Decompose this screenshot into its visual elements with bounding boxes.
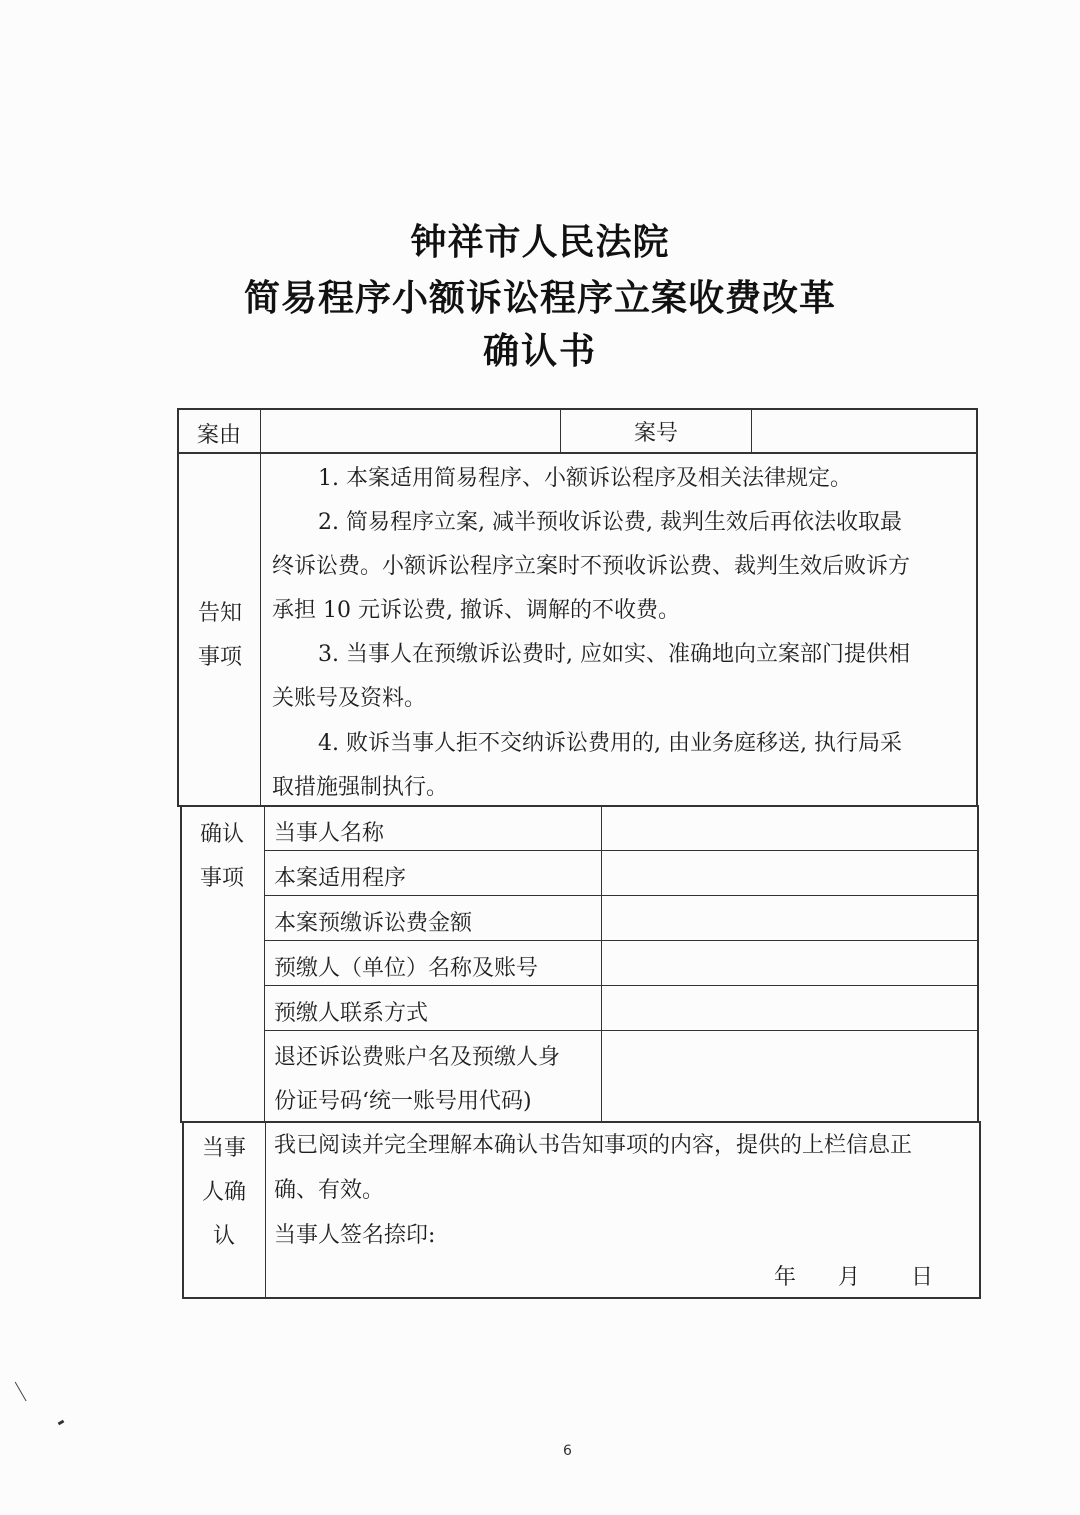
procedure-label: 本案适用程序 (274, 866, 407, 891)
notice-item-3: 3. 当事人在预缴诉讼费时, 应如实、准确地向立案部门提供相 (318, 642, 910, 667)
signature-label: 当事人签名捺印: (274, 1223, 436, 1248)
party-name-field[interactable] (603, 808, 977, 849)
table-line (976, 408, 978, 807)
case-number-field[interactable] (753, 410, 975, 452)
payer-contact-label: 预缴人联系方式 (274, 1001, 429, 1026)
pen-dot-mark (58, 1420, 65, 1426)
table-line (260, 408, 261, 807)
signature-area[interactable] (460, 1214, 960, 1258)
table-line (979, 1121, 981, 1299)
party-confirm-label-line1: 当事 (201, 1136, 246, 1161)
notice-item-1: 1. 本案适用简易程序、小额诉讼程序及相关法律规定。 (318, 466, 852, 491)
procedure-field[interactable] (603, 852, 977, 894)
table-line (977, 805, 979, 1123)
date-year-label: 年 (774, 1265, 797, 1290)
notice-label-line1: 告知 (197, 601, 242, 626)
refund-account-field[interactable] (603, 1032, 977, 1120)
table-line (560, 408, 561, 454)
document-subtitle: 确认书 (482, 331, 597, 372)
court-name-title: 钟祥市人民法院 (410, 222, 670, 263)
party-confirm-label-line2: 人确 (201, 1180, 246, 1205)
table-line (751, 408, 752, 454)
notice-label-line2: 事项 (197, 645, 242, 670)
payer-contact-field[interactable] (603, 987, 977, 1029)
refund-account-label-line1: 退还诉讼费账户名及预缴人身 (274, 1045, 561, 1070)
table-line (264, 805, 265, 1123)
date-month-label: 月 (838, 1265, 861, 1290)
table-line (601, 805, 602, 1123)
table-line (183, 1297, 981, 1299)
case-cause-label: 案由 (196, 423, 241, 448)
refund-account-label-line2: 份证号码‘统一账号用代码) (274, 1089, 532, 1114)
party-statement-line2: 确、有效。 (274, 1178, 385, 1203)
notice-item-2: 2. 简易程序立案, 减半预收诉讼费, 裁判生效后再依法收取最 (318, 510, 902, 535)
party-name-label: 当事人名称 (274, 821, 385, 846)
prepaid-fee-label: 本案预缴诉讼费金额 (274, 911, 473, 936)
payer-account-label: 预缴人（单位）名称及账号 (274, 956, 539, 981)
document-title: 简易程序小额诉讼程序立案收费改革 (243, 278, 836, 319)
pen-stroke-mark (15, 1381, 29, 1402)
prepaid-fee-field[interactable] (603, 897, 977, 939)
party-confirm-label-line3: 认 (212, 1224, 235, 1249)
party-statement-line1: 我已阅读并完全理解本确认书告知事项的内容，提供的上栏信息正 (274, 1133, 913, 1158)
payer-account-field[interactable] (603, 942, 977, 984)
confirm-label-line2: 事项 (199, 866, 244, 891)
notice-item-2-cont: 终诉讼费。小额诉讼程序立案时不预收诉讼费、裁判生效后败诉方 (272, 554, 911, 579)
notice-item-4: 4. 败诉当事人拒不交纳诉讼费用的, 由业务庭移送, 执行局采 (318, 731, 902, 756)
date-day-label: 日 (911, 1265, 934, 1290)
notice-item-4-cont: 取措施强制执行。 (272, 775, 449, 800)
case-number-label: 案号 (633, 421, 678, 446)
notice-item-2-cont: 承担 10 元诉讼费, 撤诉、调解的不收费。 (272, 598, 680, 623)
confirm-label-line1: 确认 (199, 822, 244, 847)
case-cause-field[interactable] (262, 410, 559, 452)
page-number: 6 (563, 1443, 572, 1459)
table-line (265, 1121, 266, 1299)
notice-item-3-cont: 关账号及资料。 (272, 686, 427, 711)
table-line (177, 408, 179, 807)
